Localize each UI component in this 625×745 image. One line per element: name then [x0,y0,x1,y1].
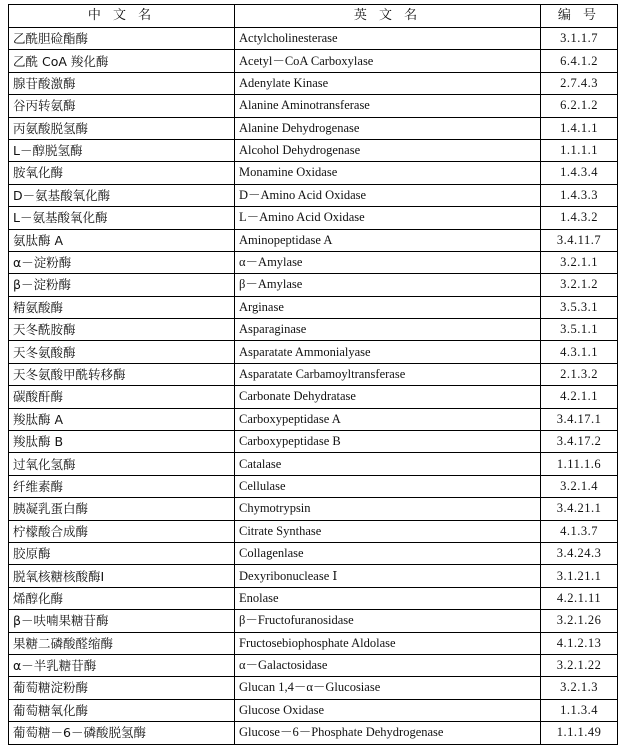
cell-ec-number: 3.5.3.1 [541,296,618,318]
table-row [9,162,618,184]
table-body [9,28,618,745]
table-row [9,251,618,273]
cell-english-name: Glucose Oxidase [235,699,541,721]
cell-chinese-name: α－淀粉酶 [9,251,235,273]
cell-english-name: Collagenlase [235,542,541,564]
cell-english-name: Cellulase [235,475,541,497]
cell-english-name: Enolase [235,587,541,609]
cell-english-name: Dexyribonuclease Ⅰ [235,565,541,587]
cell-chinese-name: 脱氧核糖核酸酶Ⅰ [9,565,235,587]
cell-chinese-name: L－氨基酸氧化酶 [9,207,235,229]
table-row [9,117,618,139]
table-row [9,296,618,318]
cell-english-name: Citrate Synthase [235,520,541,542]
cell-ec-number: 4.3.1.1 [541,341,618,363]
table-row [9,453,618,475]
cell-ec-number: 3.2.1.26 [541,610,618,632]
table-row [9,207,618,229]
cell-ec-number: 4.2.1.11 [541,587,618,609]
cell-chinese-name: 精氨酸酶 [9,296,235,318]
table-header-row [9,5,618,28]
cell-chinese-name: 谷丙转氨酶 [9,95,235,117]
table-row [9,677,618,699]
table-row [9,50,618,72]
cell-english-name: Alanine Dehydrogenase [235,117,541,139]
cell-chinese-name: 果糖二磷酸醛缩酶 [9,632,235,654]
table-row [9,363,618,385]
cell-chinese-name: L－醇脱氢酶 [9,139,235,161]
cell-ec-number: 4.1.3.7 [541,520,618,542]
cell-ec-number: 3.1.21.1 [541,565,618,587]
cell-ec-number: 1.4.1.1 [541,117,618,139]
cell-english-name: Monamine Oxidase [235,162,541,184]
cell-chinese-name: 葡萄糖淀粉酶 [9,677,235,699]
table-row [9,386,618,408]
cell-ec-number: 3.4.21.1 [541,498,618,520]
table-row [9,274,618,296]
table-row [9,542,618,564]
column-header-english-name: 英 文 名 [235,5,541,28]
table-row [9,565,618,587]
cell-chinese-name: 胺氧化酶 [9,162,235,184]
table-row [9,341,618,363]
cell-chinese-name: α－半乳糖苷酶 [9,654,235,676]
cell-english-name: Alanine Aminotransferase [235,95,541,117]
cell-english-name: Alcohol Dehydrogenase [235,139,541,161]
table-row [9,610,618,632]
cell-ec-number: 3.4.11.7 [541,229,618,251]
table-row [9,699,618,721]
cell-chinese-name: 丙氨酸脱氢酶 [9,117,235,139]
cell-english-name: Acetyl－CoA Carboxylase [235,50,541,72]
cell-english-name: Asparatate Carbamoyltransferase [235,363,541,385]
enzyme-table [8,4,618,745]
cell-ec-number: 3.2.1.3 [541,677,618,699]
cell-ec-number: 4.1.2.13 [541,632,618,654]
table-row [9,28,618,50]
cell-chinese-name: 乙酰 CoA 羧化酶 [9,50,235,72]
cell-english-name: Fructosebiophosphate Aldolase [235,632,541,654]
table-row [9,498,618,520]
table-row [9,431,618,453]
cell-english-name: β－Amylase [235,274,541,296]
table-row [9,632,618,654]
cell-english-name: D－Amino Acid Oxidase [235,184,541,206]
cell-english-name: Catalase [235,453,541,475]
cell-english-name: Arginase [235,296,541,318]
table-row [9,520,618,542]
cell-ec-number: 6.2.1.2 [541,95,618,117]
cell-english-name: β－Fructofuranosidase [235,610,541,632]
cell-ec-number: 1.1.1.1 [541,139,618,161]
cell-ec-number: 3.4.24.3 [541,542,618,564]
cell-english-name: Asparaginase [235,319,541,341]
cell-ec-number: 1.1.1.49 [541,722,618,744]
table-row [9,722,618,744]
cell-english-name: α－Amylase [235,251,541,273]
table-row [9,95,618,117]
cell-ec-number: 4.2.1.1 [541,386,618,408]
column-header-number: 编 号 [541,5,618,28]
cell-english-name: Carboxypeptidase B [235,431,541,453]
cell-english-name: L－Amino Acid Oxidase [235,207,541,229]
cell-ec-number: 1.4.3.4 [541,162,618,184]
cell-chinese-name: 羧肽酶 A [9,408,235,430]
cell-ec-number: 3.2.1.1 [541,251,618,273]
cell-ec-number: 3.4.17.2 [541,431,618,453]
cell-chinese-name: 葡萄糖－6－磷酸脱氢酶 [9,722,235,744]
cell-chinese-name: 乙酰胆硷酯酶 [9,28,235,50]
cell-chinese-name: 柠檬酸合成酶 [9,520,235,542]
cell-ec-number: 2.7.4.3 [541,72,618,94]
cell-english-name: Glucan 1,4－α－Glucosiase [235,677,541,699]
table-row [9,229,618,251]
cell-english-name: Aminopeptidase A [235,229,541,251]
cell-english-name: Asparatate Ammonialyase [235,341,541,363]
table-row [9,139,618,161]
cell-chinese-name: 烯醇化酶 [9,587,235,609]
cell-english-name: Carboxypeptidase A [235,408,541,430]
table-header [9,5,618,28]
cell-ec-number: 2.1.3.2 [541,363,618,385]
cell-chinese-name: β－淀粉酶 [9,274,235,296]
cell-ec-number: 3.5.1.1 [541,319,618,341]
cell-ec-number: 3.2.1.4 [541,475,618,497]
cell-english-name: α－Galactosidase [235,654,541,676]
cell-chinese-name: 过氧化氢酶 [9,453,235,475]
table-row [9,475,618,497]
table-row [9,408,618,430]
cell-chinese-name: 胶原酶 [9,542,235,564]
table-row [9,319,618,341]
cell-chinese-name: 腺苷酸激酶 [9,72,235,94]
table-row [9,72,618,94]
cell-english-name: Actylcholinesterase [235,28,541,50]
cell-chinese-name: 葡萄糖氧化酶 [9,699,235,721]
cell-english-name: Glucose－6－Phosphate Dehydrogenase [235,722,541,744]
cell-ec-number: 3.4.17.1 [541,408,618,430]
table-row [9,587,618,609]
cell-chinese-name: 羧肽酶 B [9,431,235,453]
cell-chinese-name: 天冬氨酸甲酰转移酶 [9,363,235,385]
cell-english-name: Chymotrypsin [235,498,541,520]
cell-ec-number: 1.1.3.4 [541,699,618,721]
cell-ec-number: 1.4.3.2 [541,207,618,229]
cell-chinese-name: 氨肽酶 A [9,229,235,251]
table-row [9,654,618,676]
cell-english-name: Carbonate Dehydratase [235,386,541,408]
cell-ec-number: 6.4.1.2 [541,50,618,72]
cell-ec-number: 1.4.3.3 [541,184,618,206]
cell-ec-number: 1.11.1.6 [541,453,618,475]
cell-english-name: Adenylate Kinase [235,72,541,94]
cell-chinese-name: 天冬酰胺酶 [9,319,235,341]
cell-ec-number: 3.2.1.2 [541,274,618,296]
cell-ec-number: 3.1.1.7 [541,28,618,50]
cell-chinese-name: D－氨基酸氧化酶 [9,184,235,206]
cell-chinese-name: 天冬氨酸酶 [9,341,235,363]
column-header-chinese-name: 中 文 名 [9,5,235,28]
cell-ec-number: 3.2.1.22 [541,654,618,676]
cell-chinese-name: 胰凝乳蛋白酶 [9,498,235,520]
table-row [9,184,618,206]
cell-chinese-name: 碳酸酐酶 [9,386,235,408]
cell-chinese-name: β－呋喃果糖苷酶 [9,610,235,632]
cell-chinese-name: 纤维素酶 [9,475,235,497]
